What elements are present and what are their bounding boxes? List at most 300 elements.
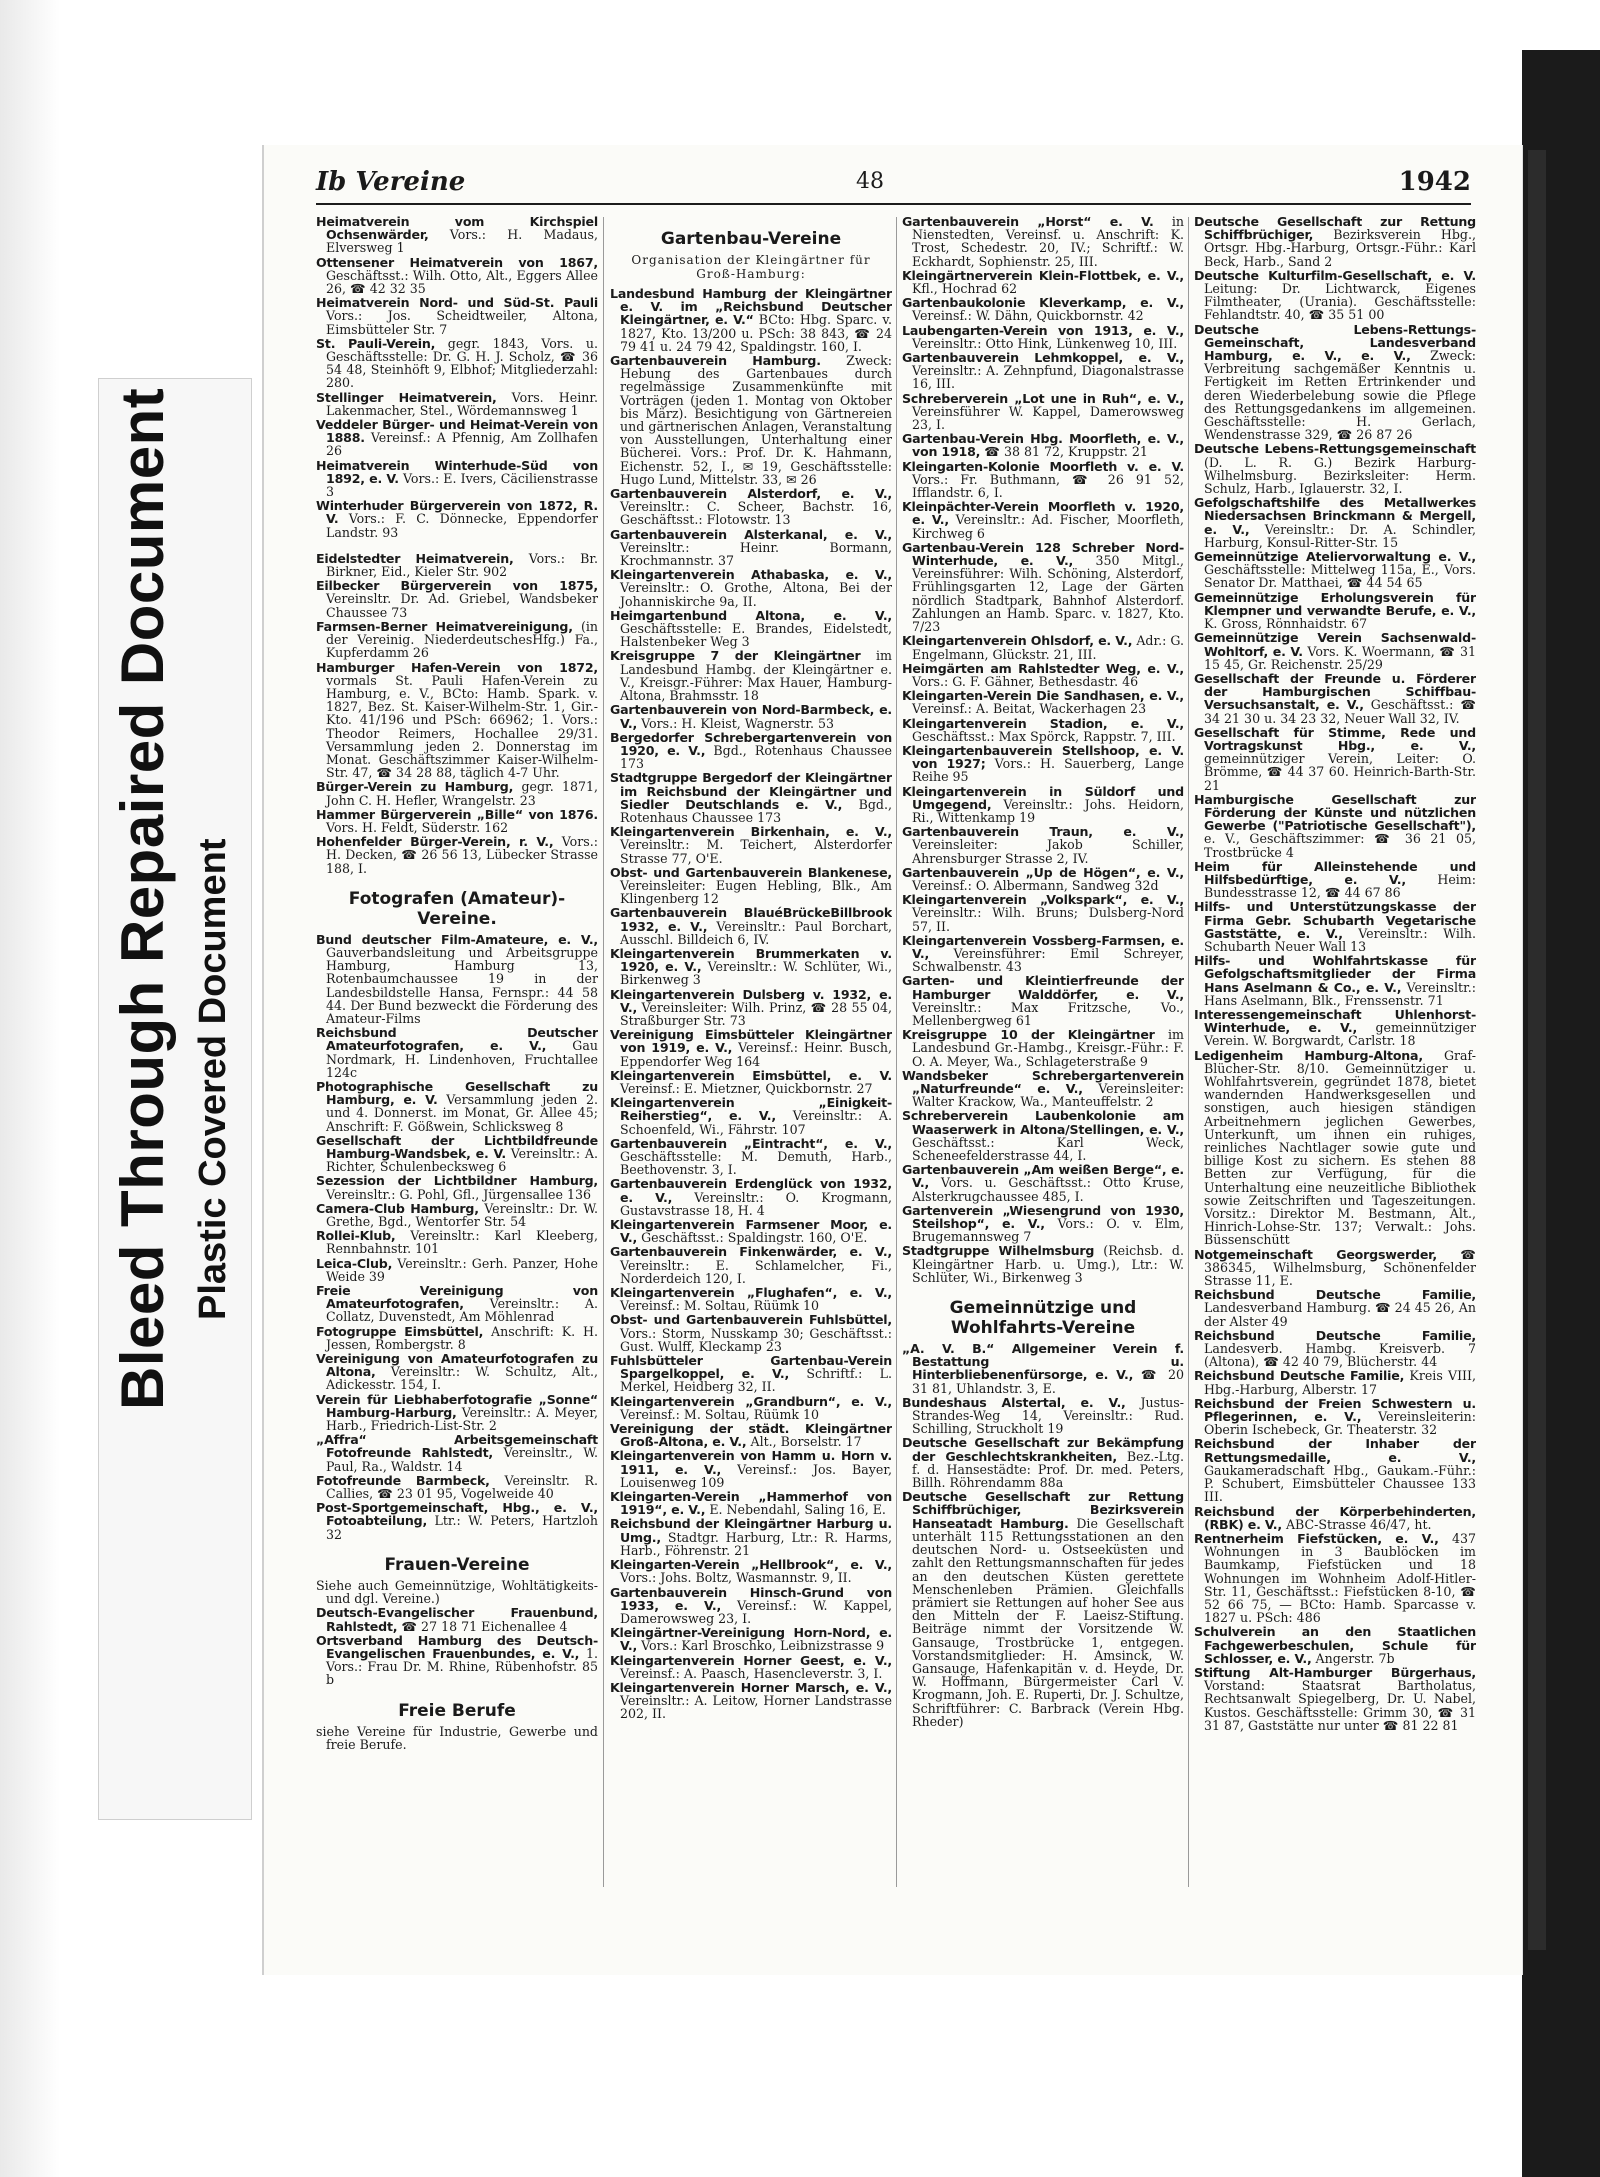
- directory-entry: [902, 1028, 1184, 1068]
- entry-details: Vereinsltr.: Dr. A. Schindler, Harburg, Konsul-Ritter-Str. 15: [1204, 521, 1476, 550]
- directory-entry: [902, 1163, 1184, 1203]
- entry-name: Farmsen-Berner Heimatvereinigung,: [316, 618, 573, 634]
- entry-name: Bergedorfer Schrebergartenverein von 1920, e. V.,: [610, 729, 892, 758]
- directory-entry: [1194, 793, 1476, 859]
- entry-name: Kleingartenverein Eimsbüttel, e. V.: [610, 1067, 892, 1083]
- entry-name: Kleingartenverein von Hamm u. Horn v. 1911, e. V.,: [610, 1448, 892, 1477]
- directory-entry: [316, 1393, 598, 1433]
- directory-entry: [316, 215, 598, 255]
- directory-entry: [1194, 954, 1476, 1007]
- entry-name: Kleingärtnerverein Klein-Flottbek, e. V.,: [902, 267, 1184, 283]
- directory-entry: [610, 1654, 892, 1680]
- entry-name: Schulverein an den Staatlichen Fachgewerbeschulen, Schule für Schlosser, e. V.,: [1194, 1624, 1476, 1666]
- directory-entry: [610, 1177, 892, 1217]
- directory-entry: [1194, 1008, 1476, 1048]
- directory-entry: [610, 1449, 892, 1489]
- section-title: Ib Vereine: [316, 167, 466, 197]
- directory-entry: [902, 717, 1184, 743]
- entry-name: „A. V. B.“ Allgemeiner Verein f. Bestattung u. Hinterbliebenenfürsorge, e. V.,: [902, 1341, 1184, 1383]
- directory-entry: [1194, 631, 1476, 671]
- column-1: [316, 215, 598, 1955]
- note-text: Siehe auch Gemeinnützige, Wohltätigkeits- und dgl. Vereine.): [316, 1577, 598, 1607]
- entry-name: Heimatverein Winterhude-Süd von 1892, e. V.: [316, 457, 598, 486]
- entry-details: Vereinsf.: W. Kappel, Damerowsweg 23, I.: [620, 1597, 892, 1626]
- directory-entry: [316, 1474, 598, 1500]
- entry-name: Vereinigung Eimsbütteler Kleingärtner von 1919, e. V.,: [610, 1027, 892, 1056]
- entry-name: Kleingartenverein Horner Marsch, e. V.,: [610, 1679, 892, 1695]
- directory-entry: [1194, 1248, 1476, 1288]
- entry-details: Landesverband Hamburg. ☎ 24 45 26, An der Alster 49: [1204, 1300, 1476, 1329]
- entry-name: Camera-Club Hamburg,: [316, 1200, 479, 1216]
- entry-details: Vors. Heinr. Lakenmacher, Stel., Wördemannsweg 1: [326, 389, 598, 418]
- directory-entry: [610, 1286, 892, 1312]
- entry-name: Gartenbauverein Finkenwärder, e. V.,: [610, 1244, 892, 1260]
- directory-entry: [610, 1422, 892, 1448]
- entry-details: Vereinsltr. R. Callies, ☎ 23 01 95, Vogelweide 40: [326, 1472, 598, 1502]
- directory-entry: [1194, 215, 1476, 268]
- directory-entry: [1194, 442, 1476, 495]
- entry-name: Kleingarten-Kolonie Moorfleth v. e. V.: [902, 458, 1184, 474]
- entry-name: Gartenbauverein BlauéBrückeBillbrook 1932, e. V.,: [610, 905, 892, 934]
- entry-name: Garten- und Kleintierfreunde der Hamburger Walddörfer, e. V.,: [902, 973, 1184, 1002]
- entry-name: Kleingartenverein „Volkspark“, e. V.,: [902, 892, 1184, 908]
- directory-entry: [316, 1284, 598, 1324]
- entry-details: Gaukameradschaft Hbg., Gaukam.-Führ.: P. Schubert, Eimsbütteler Chaussee 133 III.: [1204, 1462, 1476, 1505]
- directory-page: [262, 145, 1523, 1975]
- entry-name: Stadtgruppe Wilhelmsburg: [902, 1243, 1095, 1259]
- entry-name: Obst- und Gartenbauverein Fuhlsbüttel,: [610, 1312, 892, 1328]
- entry-details: Vereinsltr.: A. Schoenfeld, Wi., Fährstr. 107: [620, 1108, 892, 1137]
- entry-name: Kleingartenverein Ohlsdorf, e. V.,: [902, 633, 1133, 649]
- entry-details: Vereinsltr.: G. Pohl, Gfl., Jürgensallee 136: [326, 1186, 591, 1202]
- directory-entry: [316, 296, 598, 336]
- page-header: [316, 163, 1471, 205]
- directory-entry: [316, 1352, 598, 1392]
- entry-name: Ledigenheim Hamburg-Altona,: [1194, 1047, 1423, 1063]
- page-number: 48: [856, 169, 884, 194]
- entry-name: Stellinger Heimatverein,: [316, 389, 497, 405]
- entry-name: Reichsbund der Inhaber der Rettungsmedaille, e. V.,: [1194, 1436, 1476, 1465]
- directory-entry: [610, 1626, 892, 1652]
- entry-details: Vors. H. Feldt, Süderstr. 162: [326, 819, 509, 835]
- directory-entry: [316, 1606, 598, 1632]
- entry-details: Vereinsltr.: Johs. Heidorn, Ri., Wittenkamp 19: [912, 796, 1184, 825]
- directory-entry: [902, 296, 1184, 322]
- entry-details: Vereinsltr.: Hans Aselmann, Blk., Frenssenstr. 71: [1204, 979, 1476, 1008]
- entry-details: Heim: Bundesstrasse 12, ☎ 44 67 86: [1204, 871, 1476, 901]
- entry-details: Vors.: Jos. Scheidtweiler, Altona, Eimsbütteler Str. 7: [326, 308, 598, 337]
- directory-entry: [610, 947, 892, 987]
- entry-name: Kleingartenverein Horner Geest, e. V.,: [610, 1652, 892, 1668]
- entry-details: Vereinsltr.: E. Schlamelcher, Fi., Norderdeich 120, I.: [620, 1257, 892, 1286]
- entry-details: Vereinsf.: A. Beitat, Wackerhagen 23: [912, 701, 1147, 717]
- entry-details: Vereinsltr., W. Paul, Ra., Waldstr. 14: [326, 1445, 598, 1474]
- section-heading: Gartenbau-Vereine: [660, 229, 842, 249]
- entry-name: Kreisgruppe 7 der Kleingärtner: [610, 648, 861, 664]
- directory-entry: [610, 906, 892, 946]
- entry-details: ☎ 27 18 71 Eichenallee 4: [397, 1618, 568, 1634]
- directory-entry: [902, 825, 1184, 865]
- entry-name: Gemeinnützige Verein Sachsenwald-Wohltorf, e. V.: [1194, 630, 1476, 659]
- directory-entry: [902, 744, 1184, 784]
- entry-details: ☎ 38 81 72, Kruppstr. 21: [980, 444, 1148, 460]
- entry-name: Interessengemeinschaft Uhlenhorst-Winterhude, e. V.,: [1194, 1006, 1476, 1036]
- entry-name: Ortsverband Hamburg des Deutsch-Evangelischen Frauenbundes, e. V.,: [316, 1632, 598, 1661]
- entry-name: Rollei-Klub,: [316, 1228, 396, 1244]
- entry-details: Vereinsltr.: W. Schlüter, Wi., Birkenweg 3: [620, 959, 892, 988]
- entry-details: vormals St. Pauli Hafen-Verein zu Hamburg, e. V., BCto: Hamb. Spark. v. 1827, Bez. St. Kaiser-Wilhelm-Str. 1, Gir.-Kto. 41/196 und PSch: 66962; 1. Vors.: Theodor Reimers, Hochallee 29/31. Versammlung jeden 2. Donnerstag im Monat. Geschäftszimmer Kaiser-Wilhelm-Str. 47, ☎ 34 28 88, täglich 4-7 Uhr.: [326, 672, 598, 781]
- entry-name: Heimatverein vom Kirchspiel Ochsenwärder,: [316, 215, 598, 243]
- entry-name: Kleingartenverein in Süldorf und Umgegend,: [902, 783, 1184, 812]
- entry-name: Kleingartenverein „Grandburn“, e. V.,: [610, 1393, 892, 1409]
- column-rule: [603, 217, 604, 1887]
- entry-name: Reichsbund Deutsche Familie,: [1194, 1368, 1405, 1384]
- entry-details: Vereinsltr.: A. Leitow, Horner Landstrasse 202, II.: [620, 1693, 892, 1722]
- directory-entry: [1194, 550, 1476, 590]
- entry-details: Vereinsltr.: Gerh. Panzer, Hohe Weide 39: [326, 1255, 598, 1284]
- directory-entry: [902, 689, 1184, 715]
- entry-name: Fotofreunde Barmbeck,: [316, 1472, 490, 1488]
- directory-entry: [902, 1342, 1184, 1395]
- entry-details: Vereinsleiter: Jakob Schiller, Ahrensburger Strasse 2, IV.: [912, 837, 1184, 866]
- entry-name: Gesellschaft der Freunde u. Förderer der Hamburgischen Schiffbau-Versuchsanstalt, e. V.,: [1194, 670, 1476, 713]
- directory-entry: [1194, 1666, 1476, 1732]
- entry-details: im Landesbund Hambg. der Kleingärtner e. V., Kreisgr.-Führer: Max Hauer, Hamburg-Altona, Brahmsstr. 18: [620, 648, 892, 704]
- entry-details: Vereinsltr.: A. Meyer, Harb., Friedrich-List-Str. 2: [326, 1404, 598, 1434]
- entry-name: Photographische Gesellschaft zu Hamburg, e. V.: [316, 1078, 598, 1108]
- entry-name: Deutsche Gesellschaft zur Rettung Schiffbrüchiger, Bezirksverein Hanseatadt Hamburg.: [902, 1489, 1184, 1531]
- entry-details: e. V., Geschäftszimmer: ☎ 36 21 05, Trostbrücke 4: [1204, 831, 1476, 860]
- directory-entry: [1194, 672, 1476, 725]
- entry-name: Kleingartenverein Stadion, e. V.,: [902, 715, 1184, 731]
- entry-details: Vereinsltr.: A. Zehnpfund, Diagonalstrasse 16, III.: [912, 363, 1184, 392]
- entry-details: (D. L. R. G.) Bezirk Harburg-Wilhelmsburg. Bezirksleiter: Herm. Schulz, Harb., Iglauerstr. 32, I.: [1204, 454, 1476, 497]
- entry-name: Deutsche Lebens-Rettungsgemeinschaft: [1194, 441, 1476, 457]
- entry-name: Bund deutscher Film-Amateure, e. V.,: [316, 931, 598, 947]
- entry-details: Vereinsltr.: O. Krogmann, Gustavstrasse 18, H. 4: [620, 1189, 892, 1218]
- directory-entry: [610, 1586, 892, 1626]
- entry-details: Adr.: G. Engelmann, Glückstr. 21, III.: [912, 633, 1184, 662]
- directory-entry: [902, 500, 1184, 540]
- entry-name: Gartenbauverein „Up de Högen“, e. V.,: [902, 864, 1184, 880]
- entry-name: Gartenbauverein Alsterkanal, e. V.,: [610, 526, 892, 542]
- entry-details: Gauverbandsleitung und Arbeitsgruppe Hamburg, Hamburg 13, Rotenbaumchaussee 19 in der Landesbildstelle Hansa, Fernspr.: 44 58 44. Der Bund bezweckt die Förderung des Amateur-Films: [326, 944, 598, 1026]
- directory-entry: [610, 1354, 892, 1394]
- directory-entry: [610, 1517, 892, 1557]
- entry-name: Heimgartenbund Altona, e. V.,: [610, 607, 892, 623]
- directory-entry: [316, 459, 598, 499]
- entry-name: Kleingartenverein „Flughafen“, e. V.,: [610, 1285, 892, 1301]
- entry-name: Stadtgruppe Bergedorf der Kleingärtner im Reichsbund der Kleingärtner und Siedler Deutschlands e. V.,: [610, 770, 892, 812]
- entry-details: Vors. K. Woermann, ☎ 31 15 45, Gr. Reichenstr. 25/29: [1204, 643, 1476, 672]
- entry-name: Winterhuder Bürgerverein von 1872, R. V.: [316, 498, 598, 527]
- entry-name: Schreberverein Laubenkolonie am Waaserwerk in Altona/Stellingen, e. V.,: [902, 1108, 1184, 1137]
- entry-name: Kleingarten-Verein „Hammerhof von 1919“, e. V.,: [610, 1489, 892, 1518]
- entry-details: Vereinsleiter: Walter Krackow, Wa., Manteuffelstr. 2: [912, 1081, 1184, 1110]
- entry-name: Gemeinnützige Ateliervorwaltung e. V.,: [1194, 549, 1476, 565]
- entry-details: Bgd., Rotenhaus Chaussee 173: [620, 742, 892, 772]
- entry-name: Kleingartenverein Athabaska, e. V.,: [610, 567, 892, 583]
- entry-name: Deutsch-Evangelischer Frauenbund, Rahlstedt,: [316, 1605, 598, 1634]
- entry-name: Laubengarten-Verein von 1913, e. V.,: [902, 322, 1184, 338]
- directory-entry: [316, 418, 598, 458]
- entry-details: Vors.: E. Ivers, Cäcilienstrasse 3: [326, 470, 598, 500]
- entry-name: Notgemeinschaft Georgswerder,: [1194, 1246, 1437, 1262]
- directory-entry: [902, 1109, 1184, 1162]
- entry-details: Vereinsltr.: A. Richter, Schulenbecksweg 6: [326, 1146, 598, 1175]
- entry-name: Verein für Liebhaberfotografie „Sonne“ Hamburg-Harburg,: [316, 1391, 598, 1420]
- year: 1942: [1398, 167, 1471, 197]
- directory-entry: [610, 771, 892, 824]
- entry-details: Geschäftsst.: Spaldingstr. 160, O'E.: [637, 1230, 868, 1246]
- entry-details: Vereinsführer: Emil Schreyer, Schwalbenstr. 43: [912, 945, 1184, 975]
- entry-details: Vereinsltr.: M. Teichert, Alsterdorfer Strasse 77, O'E.: [620, 837, 892, 866]
- directory-entry: [1194, 860, 1476, 900]
- entry-details: Vors.: Johs. Boltz, Wasmannstr. 9, II.: [620, 1570, 852, 1586]
- directory-entry: [610, 568, 892, 608]
- entry-name: St. Pauli-Verein,: [316, 335, 436, 351]
- entry-name: Reichsbund Deutsche Familie,: [1194, 1287, 1476, 1303]
- directory-entry: [610, 1069, 892, 1095]
- entry-details: gegr. 1871, John C. H. Hefler, Wrangelstr. 23: [326, 779, 598, 808]
- entry-details: Gau Nordmark, H. Lindenhoven, Fruchtallee 124c: [326, 1038, 598, 1080]
- entry-name: Vereinigung von Amateurfotografen zu Altona,: [316, 1351, 598, 1380]
- directory-entry: [1194, 1397, 1476, 1437]
- entry-details: Alt., Borselstr. 17: [746, 1434, 862, 1450]
- entry-details: in Nienstedten, Vereinsf. u. Anschrift: K. Trost, Schedestr. 20, IV.; Schriftf.: W. Eckhardt, Sophienstr. 25, III.: [912, 215, 1184, 269]
- directory-entry: [902, 351, 1184, 391]
- directory-entry: [902, 1069, 1184, 1109]
- entry-name: Fotogruppe Eimsbüttel,: [316, 1323, 484, 1339]
- entry-name: Ottensener Heimatverein von 1867,: [316, 254, 598, 270]
- entry-name: Hohenfelder Bürger-Verein, r. V.,: [316, 834, 554, 850]
- directory-entry: [610, 1681, 892, 1721]
- directory-entry: [316, 835, 598, 875]
- directory-entry: [1194, 726, 1476, 792]
- entry-name: Kleingartenverein Dulsberg v. 1932, e. V.,: [610, 986, 892, 1015]
- directory-entry: [316, 256, 598, 296]
- directory-entry: [902, 460, 1184, 500]
- note-text: siehe Vereine für Industrie, Gewerbe und freie Berufe.: [316, 1723, 598, 1752]
- entry-name: Gartenbauverein „Am weißen Berge“, e. V.,: [902, 1162, 1184, 1191]
- entry-details: Vereinsltr.: O. Grothe, Altona, Bei der Johanniskirche 9a, II.: [620, 580, 892, 609]
- entry-details: Geschäftsstelle: E. Brandes, Eidelstedt, Halstenbeker Weg 3: [620, 621, 892, 650]
- entry-details: K. Gross, Rönnhaidstr. 67: [1204, 616, 1368, 632]
- entry-details: Geschäftsst.: Karl Weck, Scheneefelderstrasse 44, I.: [912, 1134, 1184, 1164]
- directory-entry: [610, 528, 892, 568]
- entry-name: Gartenbauverein Alsterdorf, e. V.,: [610, 486, 892, 502]
- directory-entry: [316, 1501, 598, 1541]
- scan-margin: [0, 0, 60, 2177]
- directory-entry: [316, 1080, 598, 1133]
- directory-entry: [316, 337, 598, 390]
- entry-details: Landesverb. Hambg. Kreisverb. 7 (Altona), ☎ 42 40 79, Blücherstr. 44: [1204, 1341, 1476, 1370]
- entry-name: Eidelstedter Heimatverein,: [316, 550, 514, 566]
- directory-entry: [1194, 900, 1476, 953]
- entry-name: „Affra“ Arbeitsgemeinschaft Fotofreunde Rahlstedt,: [316, 1432, 598, 1461]
- entry-name: Bürger-Verein zu Hamburg,: [316, 779, 514, 795]
- entry-details: Vereinsltr.: C. Scheer, Bachstr. 16, Geschäftsst.: Flotowstr. 13: [620, 499, 892, 528]
- entry-name: Hamburger Hafen-Verein von 1872,: [316, 659, 598, 675]
- entry-details: Vereinsltr.: Wilh. Bruns; Dulsberg-Nord 57, II.: [912, 905, 1184, 934]
- entry-name: Gartenbauverein Traun, e. V.,: [902, 824, 1184, 840]
- directory-entry: [316, 499, 598, 539]
- entry-details: Justus-Strandes-Weg 14, Vereinsltr.: Rud. Schilling, Struckholt 19: [912, 1394, 1184, 1437]
- directory-entry: [316, 1433, 598, 1473]
- directory-entry: [610, 287, 892, 353]
- entry-details: Zweck: Hebung des Gartenbaues durch regelmässige Zusammenkünfte mit Vorträgen (jeden 1. Montag von Oktober bis März). Besichtigung von Gärtnereien und gärtnerischen Anlagen, Veranstaltung von Ausstellungen, Unterhaltung einer Bücherei. Vors.: Prof. Dr. K. Hahmann, Eichenstr. 52, I., ✉ 19, Geschäftsstelle: Hugo Lund, Mittelstr. 33, ✉ 26: [620, 353, 892, 487]
- directory-entry: [610, 1490, 892, 1516]
- entry-name: Reichsbund Deutsche Familie,: [1194, 1327, 1476, 1343]
- entry-details: Vereinsltr.: Dr. W. Grethe, Bgd., Wentorfer Str. 54: [326, 1200, 598, 1230]
- directory-entry: [1194, 1625, 1476, 1665]
- entry-details: Schriftf.: L. Merkel, Heidberg 32, II.: [620, 1366, 892, 1395]
- directory-entry: [610, 1395, 892, 1421]
- entry-details: (in der Vereinig. NiederdeutschesHfg.) Fa., Kupferdamm 26: [326, 618, 598, 661]
- directory-entry: [1194, 1532, 1476, 1624]
- entry-details: im Landesbund Gr.-Hambg., Kreisgr.-Führ.: F. O. A. Meyer, Wa., Schlageterstraße 9: [912, 1027, 1184, 1069]
- directory-entry: [316, 933, 598, 1025]
- entry-details: Vereinsf.: A. Paasch, Hasencleverstr. 3, I.: [620, 1665, 883, 1681]
- directory-entry: [1194, 591, 1476, 631]
- entry-name: Kleingärtner-Vereinigung Horn-Nord, e. V.,: [610, 1625, 892, 1654]
- entry-details: Kreis VIII, Hbg.-Harburg, Alberstr. 17: [1204, 1368, 1476, 1397]
- entry-details: Vors.: F. C. Dönnecke, Eppendorfer Landstr. 93: [326, 511, 598, 540]
- column-4: [1194, 215, 1476, 1955]
- directory-entry: [316, 1257, 598, 1283]
- entry-details: Bezirksverein Hbg., Ortsgr. Hbg.-Harburg, Ortsgr.-Führ.: Karl Beck, Harb., Sand 2: [1204, 227, 1476, 269]
- directory-entry: [316, 1634, 598, 1687]
- entry-details: Vors.: Storm, Nusskamp 30; Geschäftsst.: Gust. Wulff, Kleckamp 23: [620, 1325, 892, 1354]
- directory-entry: [902, 1436, 1184, 1489]
- plastic-covered-label: Plastic Covered Document: [192, 838, 234, 1320]
- entry-details: ABC-Strasse 46/47, ht.: [1281, 1516, 1432, 1532]
- entry-details: Vereinsleiterin: Oberin Ischebeck, Gr. Theaterstr. 32: [1204, 1409, 1476, 1438]
- entry-details: Angerstr. 7b: [1311, 1650, 1395, 1666]
- entry-name: Reichsbund der Freien Schwestern u. Pflegerinnen, e. V.,: [1194, 1395, 1476, 1425]
- entry-details: Vereinsf.: M. Soltau, Rüümk 10: [620, 1298, 820, 1314]
- entry-details: Bgd., Rotenhaus Chaussee 173: [620, 796, 892, 825]
- entry-name: Kleingartenverein Birkenhain, e. V.,: [610, 824, 892, 840]
- entry-name: Heimatverein Nord- und Süd-St. Pauli: [316, 295, 598, 311]
- section-heading: Freie Berufe: [398, 1700, 516, 1721]
- directory-entry: [610, 354, 892, 486]
- directory-entry: [316, 1174, 598, 1200]
- directory-entry: [902, 269, 1184, 295]
- directory-entry: [902, 893, 1184, 933]
- entry-details: Vereinsltr.: A. Collatz, Duvenstedt, Am Möhlenrad: [326, 1296, 598, 1325]
- directory-entry: [902, 215, 1184, 268]
- directory-entry: [902, 1244, 1184, 1284]
- section-subheading: Organisation der Kleingärtner für Groß-Hamburg:: [631, 253, 871, 281]
- directory-entry: [610, 1096, 892, 1136]
- entry-details: (Reichsb. d. Kleingärtner Harb. u. Umg.), Ltr.: W. Schlüter, Wi., Birkenweg 3: [912, 1243, 1184, 1285]
- directory-entry: [316, 620, 598, 660]
- directory-entry: [1194, 323, 1476, 442]
- entry-details: ☎ 386345, Wilhelmsburg, Schönenfelder Strasse 11, E.: [1204, 1246, 1476, 1289]
- entry-name: Leica-Club,: [316, 1255, 393, 1271]
- column-rule: [1188, 217, 1189, 1887]
- directory-entry: [902, 866, 1184, 892]
- directory-entry: [902, 662, 1184, 688]
- entry-name: Freie Vereinigung von Amateurfotografen,: [316, 1283, 598, 1312]
- directory-entry: [610, 703, 892, 729]
- entry-details: E. Nebendahl, Saling 16, E.: [705, 1502, 886, 1518]
- entry-details: Vereinsltr.: Heinr. Bormann, Krochmannstr. 37: [620, 539, 892, 569]
- entry-name: Kleingarten-Verein Die Sandhasen, e. V.,: [902, 688, 1184, 704]
- entry-details: Geschäftsstelle: Mittelweg 115a, E., Vors. Senator Dr. Matthaei, ☎ 44 54 65: [1204, 562, 1476, 591]
- entry-details: Vereinsltr.: Paul Borchart, Ausschl. Billdeich 6, IV.: [620, 918, 892, 947]
- entry-details: Stadtgr. Harburg, Ltr.: R. Harms, Harb., Föhrenstr. 21: [620, 1529, 892, 1558]
- entry-name: Gartenbau-Verein 128 Schreber Nord-Winterhude, e. V.,: [902, 539, 1184, 569]
- entry-details: Graf-Blücher-Str. 8/10. Gemeinnütziger u. Wohlfahrtsverein, gegründet 1878, bietet wandernden Handwerksgesellen und sonstigen, auch hiesigen ständigen Arbeitnehmern jeglichen Gewerbes, Unterkunft, um ihnen ein ruhiges, reinliches Nachtlager sowie gute und billige Kost zu sichern. Es stehen 88 Betten zur Verfügung, für die Unterhaltung eine neuzeitliche Bibliothek sowie Zeitschriften und Tageszeitungen. Vorsitz.: Direktor M. Bestmann, Alt., Hinrich-Lohse-Str. 137; Verwalt.: Johs. Büssenschütt: [1204, 1047, 1476, 1248]
- directory-entry: [316, 1202, 598, 1228]
- column-2: [610, 215, 892, 1955]
- directory-entry: [1194, 269, 1476, 322]
- entry-details: Vors.: O. v. Elm, Brugemannsweg 7: [912, 1216, 1184, 1245]
- entry-name: Gartenbauverein „Horst“ e. V.: [902, 215, 1154, 229]
- entry-details: Vereinsltr.: W. Schultz, Alt., Adickesstr. 154, I.: [326, 1364, 598, 1393]
- directory-entry: [316, 1134, 598, 1174]
- directory-entry: [610, 487, 892, 527]
- entry-details: Vors.: Karl Broschko, Leibnizstrasse 9: [637, 1638, 885, 1654]
- directory-entry: [902, 634, 1184, 660]
- directory-entry: [316, 552, 598, 578]
- directory-entry: [902, 785, 1184, 825]
- section-heading: Fotografen (Amateur)-Vereine.: [348, 888, 566, 929]
- entry-details: Geschäftsst.: ☎ 34 21 30 u. 34 23 32, Neuer Wall 32, IV.: [1204, 697, 1476, 726]
- entry-name: Kleingartenverein Farmsener Moor, e. V.,: [610, 1217, 892, 1246]
- entry-name: Post-Sportgemeinschaft, Hbg., e. V., Fotoabteilung,: [316, 1500, 598, 1529]
- directory-entry: [610, 988, 892, 1028]
- entry-name: Gartenverein „Wiesengrund von 1930, Steilshop“, e. V.,: [902, 1202, 1184, 1232]
- entry-details: Vereinsf.: W. Dähn, Quickbornstr. 42: [912, 308, 1144, 324]
- entry-name: Kleingartenverein Brummerkaten v. 1920, e. V.,: [610, 945, 892, 975]
- entry-name: Obst- und Gartenbauverein Blankenese,: [610, 864, 892, 880]
- entry-name: Heimgärten am Rahlstedter Weg, e. V.,: [902, 660, 1184, 676]
- entry-name: Gartenbauverein Hinsch-Grund von 1933, e. V.,: [610, 1584, 892, 1613]
- entry-name: Hilfs- und Wohlfahrtskasse für Gefolgschaftsmitglieder der Firma Hans Aselmann & Co., e. V.,: [1194, 953, 1476, 995]
- entry-details: Vereinsf.: E. Mietzner, Quickbornstr. 27: [620, 1080, 873, 1096]
- entry-name: Kreisgruppe 10 der Kleingärtner: [902, 1027, 1155, 1043]
- entry-name: Gemeinnützige Erholungsverein für Klempner und verwandte Berufe, e. V.,: [1194, 589, 1476, 618]
- entry-details: Vors.: H. Sauerberg, Lange Reihe 95: [912, 756, 1184, 785]
- entry-details: Die Gesellschaft unterhält 115 Rettungsstationen an den deutschen Nord- u. Ostseeküsten und zahlt den Rettungsmannschaften für jedes an den deutschen Küsten gerettete Menschenleben Prämien. Gleichfalls prämiert sie Rettungen auf hoher See aus den Mitteln der F. Laeisz-Stiftung. Beiträge nimmt der Vorsitzende W. Gansauge, Trostbrücke 1, entgegen. Vorstandsmitglieder: H. Amsinck, W. Gansauge, Hafenkapitän v. d. Heyde, Dr. W. Hoffmann, Bürgermeister Carl V. Krogmann, Joh. E. Ruperti, Dr. J. Schultze, Schriftführer: C. Barbrack (Verein Hbg. Rheder): [912, 1515, 1184, 1729]
- entry-details: Vors.: G. F. Gähner, Bethesdastr. 46: [912, 673, 1139, 689]
- entry-details: Vereinsf.: M. Soltau, Rüümk 10: [620, 1406, 820, 1422]
- directory-entry: [902, 1204, 1184, 1244]
- directory-entry: [902, 1490, 1184, 1728]
- entry-name: Gartenbauverein von Nord-Barmbeck, e. V.,: [610, 702, 892, 731]
- entry-details: Vors. u. Geschäftsst.: Otto Kruse, Alsterkrugchaussee 485, I.: [912, 1175, 1184, 1204]
- entry-details: 1. Vors.: Frau Dr. M. Rhine, Rübenhofstr. 85 b: [326, 1645, 598, 1688]
- entry-details: 350 Mitgl., Vereinsführer: Wilh. Schöning, Alsterdorf, Frühlingsgarten 12, Lage der Gärten nördlich Stadtpark, Bahnhof Alsterdorf. Zahlungen an Hamb. Sparc. v. 1827, Kto. 7/23: [912, 553, 1184, 635]
- section-heading: Gemeinnützige und Wohlfahrts-Vereine: [949, 1298, 1137, 1339]
- entry-details: Versammlung jeden 2. und 4. Donnerst. im Monat, Gr. Allee 45; Anschrift: F. Gößwein, Schlicksweg 8: [326, 1092, 598, 1134]
- entry-name: Hammer Bürgerverein „Bille“ von 1876.: [316, 806, 598, 822]
- entry-name: Gartenbau-Verein Hbg. Moorfleth, e. V., von 1918,: [902, 431, 1184, 460]
- entry-details: Leitung: Dr. Lichtwarck, Eigenes Filmtheater, (Urania). Geschäftsstelle: Fehlandtstr. 40, ☎ 35 51 00: [1204, 281, 1476, 323]
- entry-name: Veddeler Bürger- und Heimat-Verein von 1888.: [316, 417, 598, 446]
- entry-details: Anschrift: K. H. Jessen, Rombergstr. 8: [326, 1323, 598, 1352]
- directory-entry: [610, 1028, 892, 1068]
- directory-entry: [610, 1218, 892, 1244]
- entry-details: Vereinsltr.: Ad. Fischer, Moorfleth, Kirchweg 6: [912, 512, 1184, 541]
- entry-details: Vereinsf.: Jos. Bayer, Louisenweg 109: [620, 1461, 892, 1490]
- entry-details: gegr. 1843, Vors. u. Geschäftsstelle: Dr. G. H. J. Scholz, ☎ 36 54 48, Steinhöft 9, Elbhof; Mitgliederzahl: 280.: [326, 335, 598, 391]
- directory-entry: [1194, 496, 1476, 549]
- directory-entry: [902, 432, 1184, 458]
